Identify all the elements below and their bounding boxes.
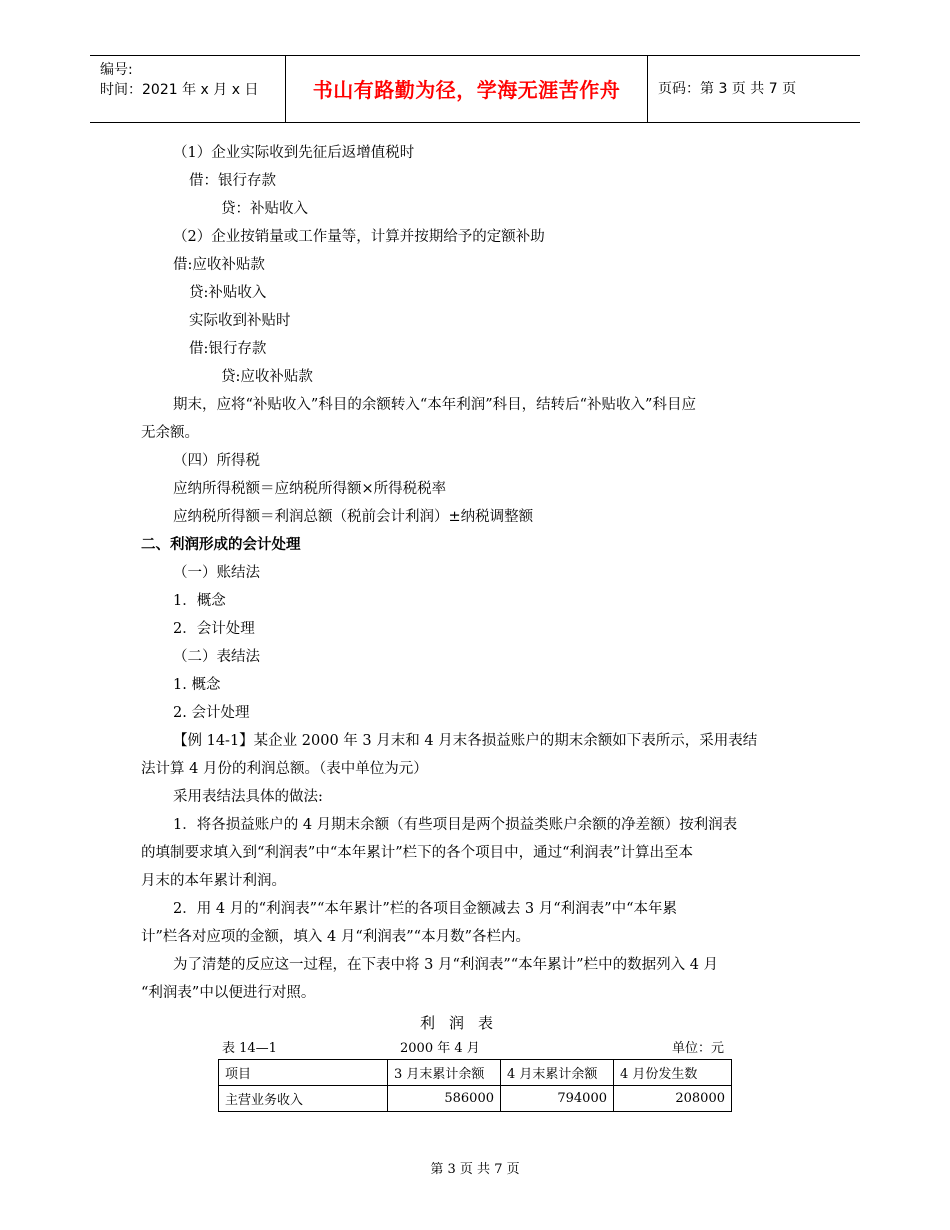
table-row: [219, 1086, 732, 1112]
text-line: （2）企业按销量或工作量等，计算并按期给予的定额补助: [173, 229, 545, 245]
text-line: （二）表结法: [173, 649, 260, 665]
text-line: 无余额。: [141, 425, 199, 441]
text-line: 贷：补贴收入: [221, 201, 308, 217]
text-line: 1. 概念: [173, 677, 221, 693]
table-title: 利润表: [420, 1014, 508, 1032]
header-divider: [647, 56, 648, 122]
text-line: 为了清楚的反应这一过程，在下表中将 3 月“利润表”“本年累计”栏中的数据列入 4 月: [173, 957, 719, 973]
table-cell: 208000: [614, 1086, 732, 1112]
table-date: 2000 年 4 月: [400, 1041, 480, 1056]
time-label: 时间：2021 年 x 月 x 日: [100, 82, 259, 98]
text-line: 月末的本年累计利润。: [141, 873, 286, 889]
page-footer: 第 3 页 共 7 页: [430, 1162, 520, 1177]
text-line: 计”栏各对应项的金额，填入 4 月“利润表”“本月数”各栏内。: [141, 929, 531, 945]
table-header-cell: 项目: [219, 1060, 388, 1086]
header-motto: 书山有路勤为径，学海无涯苦作舟: [312, 78, 621, 102]
header-meta: [100, 60, 258, 100]
table-header-cell: 4 月末累计余额: [501, 1060, 614, 1086]
text-line: 借：银行存款: [189, 173, 276, 189]
text-line: 借:应收补贴款: [173, 257, 265, 273]
table-header-cell: 4 月份发生数: [614, 1060, 732, 1086]
header-page-info: 页码：第 3 页 共 7 页: [658, 81, 797, 97]
table-cell: 586000: [388, 1086, 501, 1112]
text-line: 【例 14-1】某企业 2000 年 3 月末和 4 月末各损益账户的期末余额如下表所示，采用表结: [173, 733, 758, 749]
text-line: 应纳税所得额＝利润总额（税前会计利润）±纳税调整额: [173, 509, 534, 525]
text-line: 期末，应将“补贴收入”科目的余额转入“本年利润”科目，结转后“补贴收入”科目应: [173, 397, 696, 413]
number-label: 编号:: [100, 62, 133, 78]
text-line: 2．会计处理: [173, 621, 255, 637]
table-cell: 794000: [501, 1086, 614, 1112]
text-line: 借:银行存款: [189, 341, 267, 357]
table-cell: 主营业务收入: [219, 1086, 388, 1112]
text-line: 采用表结法具体的做法:: [173, 789, 323, 805]
text-line: （1）企业实际收到先征后返增值税时: [173, 145, 415, 161]
text-line: 实际收到补贴时: [189, 313, 291, 329]
text-line: 1．将各损益账户的 4 月期末余额（有些项目是两个损益类账户余额的净差额）按利润表: [173, 817, 738, 833]
table-number: 表 14—1: [222, 1041, 277, 1056]
profit-table: [218, 1059, 732, 1112]
text-line: 法计算 4 月份的利润总额。（表中单位为元）: [141, 761, 428, 777]
table-header-cell: 3 月末累计余额: [388, 1060, 501, 1086]
text-line: 贷:补贴收入: [189, 285, 267, 301]
text-line: （一）账结法: [173, 565, 260, 581]
table-header-row: [219, 1060, 732, 1086]
text-line: 2．用 4 月的“利润表”“本年累计”栏的各项目金额减去 3 月“利润表”中“本年累: [173, 901, 677, 917]
page-header: [90, 55, 860, 123]
text-line: 的填制要求填入到“利润表”中“本年累计”栏下的各个项目中，通过“利润表”计算出至本: [141, 845, 693, 861]
section-heading: 二、利润形成的会计处理: [141, 537, 301, 553]
text-line: 1．概念: [173, 593, 226, 609]
table-unit: 单位：元: [672, 1041, 725, 1056]
text-line: 贷:应收补贴款: [221, 369, 313, 385]
text-line: （四）所得税: [173, 453, 260, 469]
text-line: “利润表”中以便进行对照。: [141, 985, 316, 1001]
text-line: 应纳所得税额＝应纳税所得额×所得税税率: [173, 481, 447, 497]
text-line: 2. 会计处理: [173, 705, 250, 721]
